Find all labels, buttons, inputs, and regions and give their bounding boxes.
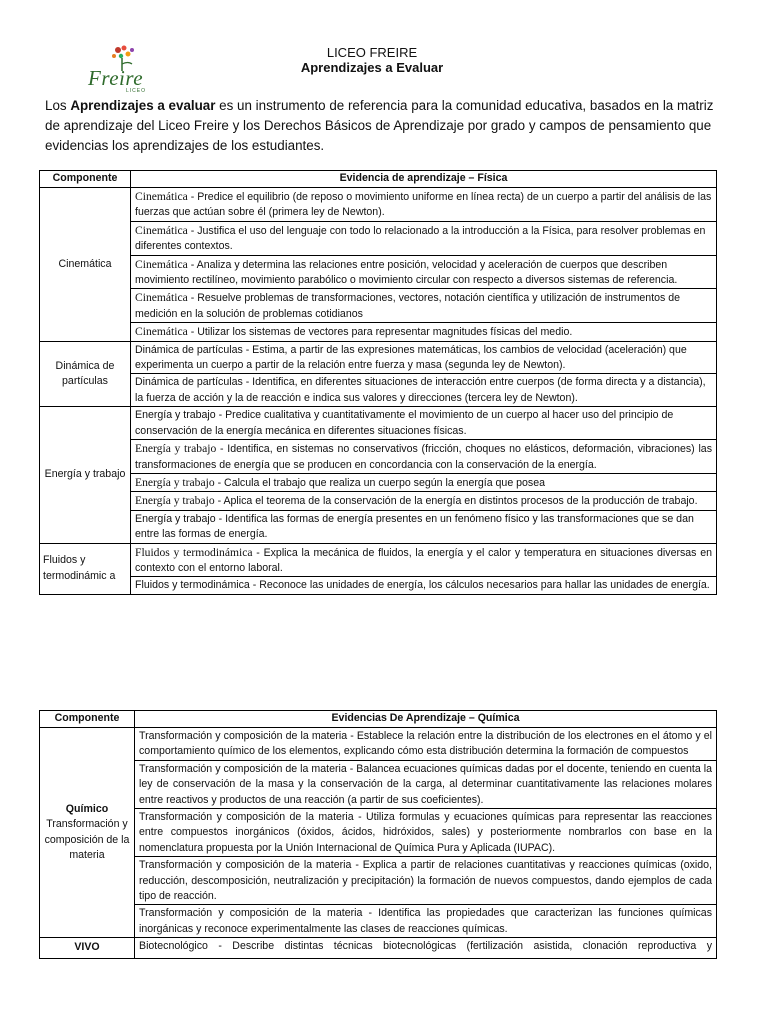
table-row (40, 221, 717, 255)
column-header-component: Componente (40, 711, 135, 728)
table-row (40, 374, 717, 407)
evidence-cell: Transformación y composición de la materia - Establece la relación entre la distribución de los electrones en el átomo y el comportamiento químico de los elementos, explicando cómo esta distribución determina la formación de compuestos (135, 728, 717, 761)
column-header-evidence: Evidencias De Aprendizaje – Química (135, 711, 717, 728)
component-cell: VIVO (40, 938, 135, 958)
evidence-cell (131, 440, 717, 474)
table-row (40, 255, 717, 289)
table-header-row (40, 171, 717, 188)
component-cell: Dinámica de partículas (40, 341, 131, 407)
table-row (40, 323, 717, 341)
component-cell: Energía y trabajo (40, 407, 131, 543)
column-header-evidence: Evidencia de aprendizaje – Física (131, 171, 717, 188)
physics-table (39, 170, 717, 595)
chemistry-table (39, 710, 717, 959)
intro-text: es un instrumento de referencia para la comunidad educativa, basados en la matriz de aprendizaje del Liceo Freire y los Derechos Básicos de Aprendizaje por grado y campos de pensamiento que evidencias los aprendizajes de los estudiantes. (45, 98, 714, 153)
evidence-prefix: Dinámica de partículas (135, 376, 243, 389)
table-row (40, 510, 717, 543)
table-row (40, 341, 717, 374)
intro-bold: Aprendizajes a evaluar (70, 98, 216, 113)
evidence-cell (131, 407, 717, 440)
evidence-prefix: Cinemática (135, 291, 188, 305)
evidence-prefix: Fluidos y termodinámica (135, 545, 253, 559)
evidence-text: - Predice cualitativa y cuantitativamente el movimiento de un cuerpo al hacer uso del principio de conservación de la energía mecánica en diferentes situaciones físicas. (135, 409, 674, 437)
table-row (40, 857, 717, 905)
evidence-text: - Justifica el uso del lenguaje con todo lo relacionado a la introducción a la Física, para resolver problemas en diferentes contextos. (135, 224, 706, 253)
evidence-cell (131, 473, 717, 491)
evidence-prefix: Fluidos y termodinámica (135, 579, 250, 592)
table-row (40, 492, 717, 510)
evidence-cell (131, 341, 717, 374)
evidence-prefix: Energía y trabajo (135, 442, 217, 456)
evidence-text: - Explica la mecánica de fluidos, la energía y el calor y temperatura en situaciones diversas en contexto con el entorno laboral. (135, 546, 713, 574)
table-row (40, 809, 717, 857)
evidence-text: - Reconoce las unidades de energía, los cálculos necesarios para hallar las unidades de energía. (249, 579, 710, 592)
evidence-text: - Resuelve problemas de transformaciones, vectores, notación científica y utilización de instrumentos de medición en la solución de problemas cotidianos (135, 292, 681, 320)
evidence-cell (131, 255, 717, 289)
evidence-prefix: Cinemática (135, 257, 188, 271)
evidence-cell: Transformación y composición de la materia - Utiliza formulas y ecuaciones químicas para representar las reacciones entre compuestos inorgánicos (óxidos, ácidos, hidróxidos, sales) y posteriormente nombrarlos con base en la nomenclatura propuesta por la Unión Internacional de Química Pura y Aplicada (IUPAC). (135, 809, 717, 857)
evidence-cell: Transformación y composición de la materia - Explica a partir de relaciones cuantitativas y reacciones químicas (oxido, reducción, descomposición, neutralización y precipitación) la formación de nuevos compuestos, dando ejemplos de cada tipo de reacción. (135, 857, 717, 905)
component-cell: Cinemática (40, 188, 131, 342)
evidence-cell (131, 374, 717, 407)
table-row (40, 728, 717, 761)
evidence-prefix: Cinemática (135, 325, 188, 339)
evidence-cell (131, 510, 717, 543)
evidence-text: - Aplica el teorema de la conservación de la energía en distintos procesos de la producción de trabajo. (214, 495, 698, 508)
evidence-text: - Analiza y determina las relaciones entre posición, velocidad y aceleración de cuerpos que describen movimiento rectilíneo, movimiento parabólico o movimiento circular con respecto a diversos sistemas de referencia. (135, 258, 678, 287)
table-row (40, 905, 717, 938)
document-header (240, 45, 504, 75)
table-row (40, 543, 717, 577)
evidence-text: - Estima, a partir de las expresiones matemáticas, los cambios de velocidad (aceleración) que experimenta un cuerpo a partir de la relación entre fuerza y masa (segunda ley de Newton). (135, 343, 687, 372)
table-row (40, 473, 717, 491)
table-row (40, 407, 717, 440)
evidence-text: - Identifica las formas de energía presentes en un fenómeno físico y las transformaciones que se dan entre las formas de energía. (135, 512, 694, 541)
table-header-row (40, 711, 717, 728)
evidence-prefix: Energía y trabajo (135, 475, 215, 489)
page-title: Aprendizajes a Evaluar (300, 60, 444, 75)
intro-prefix: Los (45, 98, 71, 113)
evidence-cell (131, 221, 717, 255)
evidence-cell (131, 188, 717, 222)
table-row (40, 577, 717, 594)
evidence-text: - Identifica, en sistemas no conservativos (fricción, choques no elásticos, deformación, vibraciones) las transformaciones de energía que se producen en concordancia con la conservación de la energía. (135, 443, 712, 471)
column-header-component: Componente (40, 171, 131, 188)
evidence-prefix: Energía y trabajo (135, 512, 216, 525)
evidence-cell: Transformación y composición de la materia - Identifica las propiedades que caracterizan las funciones químicas inorgánicas y reconoce experimentalmente las clases de reacciones químicas. (135, 905, 717, 938)
table-row (40, 938, 717, 958)
school-name: LICEO FREIRE (326, 45, 418, 60)
component-cell (40, 728, 135, 938)
evidence-text: - Predice el equilibrio (de reposo o movimiento uniforme en línea recta) de un cuerpo a partir del análisis de las fuerzas que actúan sobre él (primera ley de Newton). (135, 191, 712, 219)
evidence-prefix: Cinemática (135, 223, 188, 237)
evidence-cell (131, 577, 717, 594)
school-logo (88, 44, 164, 100)
evidence-text: - Identifica, en diferentes situaciones de interacción entre cuerpos (de forma directa y a distancia), la fuerza de acción y la de reacción e indica sus valores y direcciones (tercera ley de Newton). (135, 376, 706, 404)
component-title: Químico (65, 802, 109, 815)
evidence-prefix: Energía y trabajo (135, 409, 216, 422)
logo-wordmark: Freire (88, 66, 144, 90)
evidence-prefix: Energía y trabajo (135, 494, 215, 508)
logo-subtext: LICEO (126, 88, 147, 94)
evidence-cell (131, 289, 717, 323)
evidence-text: - Utilizar los sistemas de vectores para representar magnitudes físicas del medio. (187, 326, 573, 339)
evidence-cell: Transformación y composición de la materia - Balancea ecuaciones químicas dadas por el docente, teniendo en cuenta la ley de conservación de la masa y la conservación de la carga, al determinar cuantitativamente las relaciones molares entre reactivos y productos de una reacción (a partir de sus coeficientes). (135, 760, 717, 808)
evidence-text: - Calcula el trabajo que realiza un cuerpo según la energía que posea (214, 476, 546, 489)
table-row (40, 760, 717, 808)
evidence-prefix: Cinemática (135, 190, 188, 203)
table-row (40, 289, 717, 323)
component-cell: Fluidos y termodinámic a (40, 543, 131, 594)
table-row (40, 440, 717, 474)
evidence-cell (131, 323, 717, 341)
evidence-cell (131, 543, 717, 577)
evidence-cell (131, 492, 717, 510)
evidence-cell: Biotecnológico - Describe distintas técnicas biotecnológicas (fertilización asistida, clonación reproductiva y (135, 938, 717, 958)
intro-paragraph (45, 96, 725, 156)
table-row (40, 188, 717, 222)
component-subtitle: Transformación y composición de la materia (44, 818, 130, 862)
evidence-prefix: Dinámica de partículas (135, 343, 243, 356)
